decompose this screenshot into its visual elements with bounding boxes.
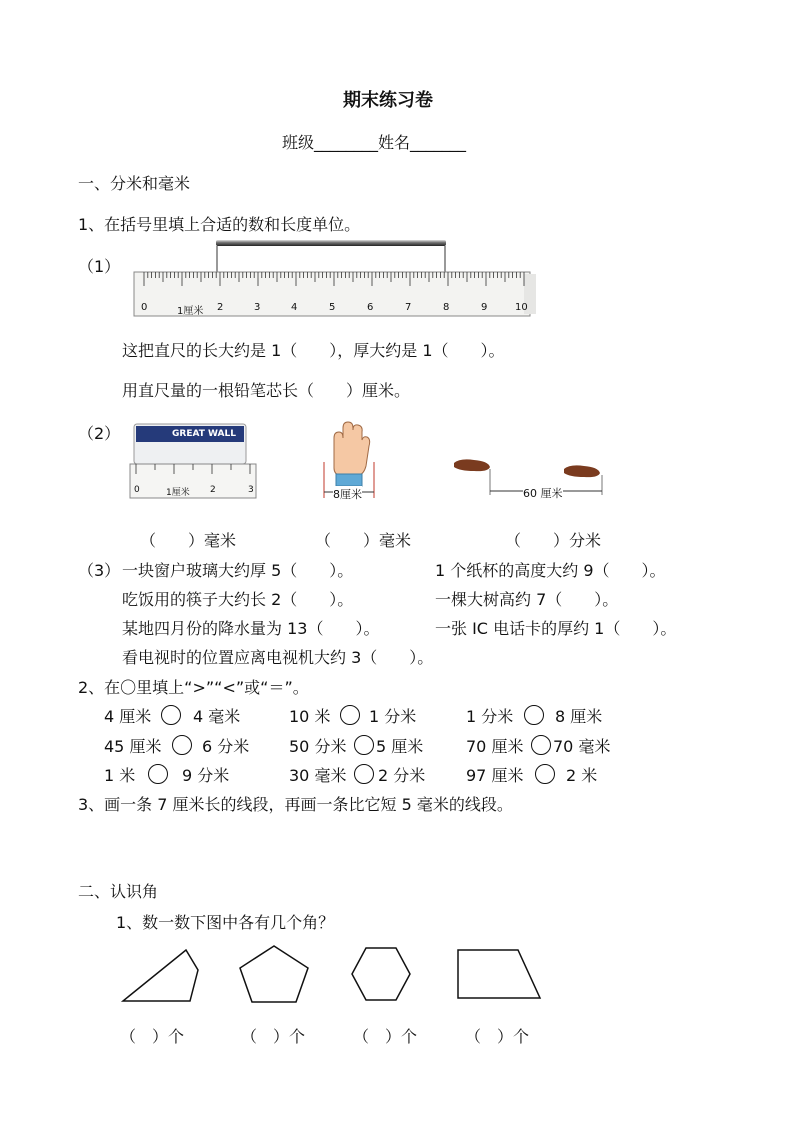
compare-right: 2 米 [566,766,598,785]
eraser-brand: GREAT WALL [172,429,236,439]
compare-circle[interactable] [161,705,181,725]
compare-right: 70 毫米 [553,737,611,756]
q1-part1-label: （1） [78,257,121,276]
compare-left: 45 厘米 [104,737,162,756]
ruler-number: 5 [329,302,336,313]
q1-part2-blank-3[interactable]: （ ）分米 [505,531,602,550]
compare-circle[interactable] [524,705,544,725]
shoes-label: 60 厘米 [523,487,563,500]
q1-part3-left-2: 吃饭用的筷子大约长 2（ ）。 [122,590,354,609]
eraser-ruler-number: 3 [248,485,254,495]
angle-count-blank-2[interactable]: （ ）个 [241,1027,306,1046]
section-1-heading: 一、分米和毫米 [78,174,191,193]
compare-left: 70 厘米 [466,737,524,756]
ruler-number: 4 [291,302,298,313]
ruler-number: 10 [515,302,528,313]
q2-prompt: 2、在〇里填上“>”“<”或“＝”。 [78,678,309,697]
pentagon-shape [238,942,312,1006]
compare-right: 8 厘米 [555,707,603,726]
q1-part3-left-4: 看电视时的位置应离电视机大约 3（ ）。 [122,648,434,667]
eraser-ruler-number: 2 [210,485,216,495]
ruler-number: 1厘米 [177,306,204,317]
compare-left: 4 厘米 [104,707,152,726]
hexagon-shape [348,944,414,1004]
compare-left: 1 分米 [466,707,514,726]
q1-part3-label: （3） [78,561,121,580]
compare-left: 10 米 [289,707,331,726]
ruler-number: 8 [443,302,450,313]
section-2-q1-prompt: 1、数一数下图中各有几个角？ [116,913,335,932]
ruler-number: 7 [405,302,412,313]
eraser-ruler-number: 1厘米 [166,488,190,498]
compare-circle[interactable] [340,705,360,725]
compare-circle[interactable] [535,764,555,784]
page-title: 期末练习卷 [343,90,433,111]
ruler-number: 2 [217,302,224,313]
eraser-ruler-number: 0 [134,485,140,495]
ruler-number: 9 [481,302,488,313]
compare-right: 6 分米 [202,737,250,756]
ruler-number: 0 [141,302,148,313]
quadrilateral-shape [118,944,208,1006]
trapezoid-shape [452,946,544,1004]
q1-part3-left-1: 一块窗户玻璃大约厚 5（ ）。 [122,561,354,580]
compare-left: 97 厘米 [466,766,524,785]
q1-part3-right-3: 一张 IC 电话卡的厚约 1（ ）。 [435,619,677,638]
compare-circle[interactable] [531,735,551,755]
q1-part2-blank-1[interactable]: （ ）毫米 [140,531,237,550]
compare-right: 2 分米 [378,766,426,785]
compare-right: 4 毫米 [193,707,241,726]
compare-left: 50 分米 [289,737,347,756]
q1-part2-label: （2） [78,424,121,443]
q1-part1-line1: 这把直尺的长大约是 1（ ），厚大约是 1（ ）。 [122,341,505,360]
compare-circle[interactable] [354,735,374,755]
compare-circle[interactable] [172,735,192,755]
q3-prompt: 3、画一条 7 厘米长的线段，再画一条比它短 5 毫米的线段。 [78,795,513,814]
compare-circle[interactable] [148,764,168,784]
angle-count-blank-1[interactable]: （ ）个 [120,1027,185,1046]
compare-left: 1 米 [104,766,136,785]
compare-right: 1 分米 [369,707,417,726]
compare-right: 9 分米 [182,766,230,785]
q1-part3-left-3: 某地四月份的降水量为 13（ ）。 [122,619,380,638]
compare-right: 5 厘米 [376,737,424,756]
q1-part3-right-1: 1 个纸杯的高度大约 9（ ）。 [435,561,666,580]
class-name-line: 班级________姓名_______ [282,133,467,152]
hand-label: 8厘米 [333,488,362,501]
compare-circle[interactable] [354,764,374,784]
q1-part1-line2: 用直尺量的一根铅笔芯长（ ）厘米。 [122,381,411,400]
q1-part3-right-2: 一棵大树高约 7（ ）。 [435,590,619,609]
q1-prompt: 1、在括号里填上合适的数和长度单位。 [78,215,361,234]
angle-count-blank-3[interactable]: （ ）个 [353,1027,418,1046]
section-2-heading: 二、认识角 [78,882,159,901]
compare-left: 30 毫米 [289,766,347,785]
ruler-number: 6 [367,302,374,313]
q1-part2-blank-2[interactable]: （ ）毫米 [315,531,412,550]
ruler-number: 3 [254,302,261,313]
angle-count-blank-4[interactable]: （ ）个 [465,1027,530,1046]
